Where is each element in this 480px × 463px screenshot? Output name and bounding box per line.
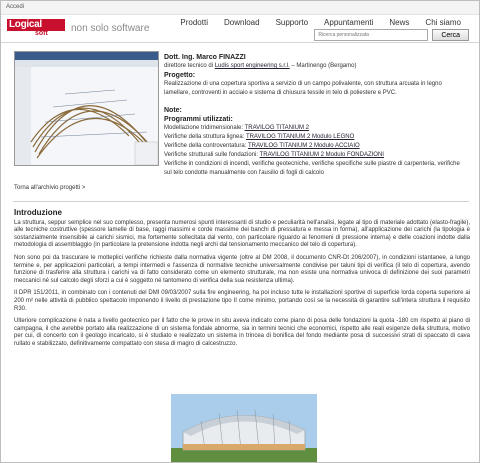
progetto-label: Progetto:	[164, 72, 196, 79]
back-to-archive-link[interactable]: Torna all'archivio progetti >	[14, 185, 86, 191]
nav-item-chi-siamo[interactable]: Chi siamo	[425, 18, 461, 27]
search-row	[314, 29, 469, 41]
search-input[interactable]	[314, 29, 428, 41]
project-info	[164, 53, 469, 178]
program-extra: Verifiche in condizioni di incendi, verifiche geotecniche, verifiche specifiche sulle piastre di carpenteria, verifiche sul telo condotte manualmente con l'ausilio di fogli di calcolo	[164, 161, 460, 176]
intro-section	[14, 209, 470, 354]
program-desc: Verifiche della struttura lignea:	[164, 134, 246, 140]
intro-title: Introduzione	[14, 208, 62, 217]
location: – Martinengo (Bergamo)	[289, 63, 357, 69]
logo-sub: soft	[35, 30, 48, 37]
programmi-label: Programmi utilizzati:	[164, 116, 233, 123]
program-link[interactable]: TRAVILOG TITANIUM 2 Modulo LEGNO	[245, 134, 355, 140]
intro-paragraph: Non sono poi da trascurare le molteplici verifiche richieste dalla normativa vigente (oltre al DM 2008, il documento CNR-Dt 206/2007), in condizioni istantanee, a lungo termine e, per applicazioni particolari, a tempi intermedi e l'assenza di normative tecniche universalmente condivise per taluni tipi di verifica (il telo di copertura, avendo funzione di trasferire alla struttura i carichi va di fatto considerato come un elemento strutturale, ma non esiste una normativa univoca di definizione dei suoi parametri meccanici né sul calcolo degli sforzi a cui è soggetto né tantomeno di verifica della sua resistenza ultima).	[14, 254, 470, 284]
sports-hall-render	[171, 394, 317, 463]
project-hero	[1, 43, 479, 189]
site-header	[1, 15, 479, 43]
role-prefix: direttore tecnico di	[164, 63, 215, 69]
intro-paragraph: Il DPR 151/2011, in combinato con i contenuti del DMI 09/03/2007 sulla fire engineering, ha poi incluso tutte le installazioni sportive di superficie lorda coperta superiore ai 200 m² nelle attività di pubblico spettacolo imponendo il livello di prestazione tipo II come minimo, portando così se la necessità di garantire sull'intera struttura il requisito R30.	[14, 290, 470, 312]
intro-paragraph: Ulteriore complicazione è nata a livello geotecnico per il fatto che le prove in situ aveva indicato come piano di posa delle fondazioni la quota -180 cm rispetto al piano di campagna, il che avrebbe portato alla realizzazione di un sistema fondale abnorme, sia in termini tecnici che economici, rispetto alle reali esigenze della struttura, motivo per cui, di concerto con il geologo incaricato, si è studiato e realizzato un sistema in trincea di bonifica del fondo mediante posa di successivi strati di spaccato di cava rullato e stabilizzato, definitivamente compattato con stesa di magro di calcestruzzo.	[14, 318, 470, 347]
program-row	[164, 151, 469, 160]
company-link[interactable]: Ludis sport engineering s.r.l.	[214, 63, 290, 69]
program-desc: Verifiche strutturali sulle fondazioni:	[164, 152, 260, 158]
author-role	[164, 62, 469, 71]
progetto-text: Realizzazione di una copertura sportiva a servizio di un campo polivalente, con struttura arcuata in legno lamellare, controventi in acciaio e sistema di chiusura tessile in telo di poliestere e PVC.	[164, 81, 442, 96]
program-row	[164, 133, 469, 142]
nav-item-download[interactable]: Download	[223, 18, 260, 27]
structure-model-image	[15, 52, 158, 165]
tagline: non solo software	[71, 23, 150, 34]
nav-item-appuntamenti[interactable]: Appuntamenti	[324, 18, 374, 27]
program-desc: Verifiche della controventatura:	[164, 143, 248, 149]
program-row	[164, 142, 469, 151]
divider	[13, 201, 469, 202]
logo-main: Logical	[7, 19, 65, 31]
building-render-image	[171, 394, 317, 463]
program-link[interactable]: TRAVILOG TITANIUM 2	[244, 125, 309, 131]
login-link[interactable]: Accedi	[6, 4, 25, 10]
logo[interactable]	[7, 19, 67, 37]
main-nav	[172, 17, 469, 29]
program-desc: Modellazione tridimensionale:	[164, 125, 245, 131]
intro-paragraph: La struttura, seppur semplice nel suo complesso, presenta numerosi spunti interessanti di studio e peculiarità nell'analisi, legate al tipo di materiale adottato (elasto-fragile), alle tecniche costruttive (spessore lamelle di base, raggi massimi e corde massime dei banchi di pressatura e messa in forma), all'applicazione dei carichi (la tipologia è sostanzialmente insensibile ai carichi sismici, ma fortemente sollecitata dal vento, con particolare riguardo ai fenomeni di pressione interna) e delle coazioni indotte dalla metodologia di assemblaggio (in particolare la pretensione indotta negli archi dal tensionamento meccanico del telo di copertura).	[14, 219, 470, 249]
nav-item-supporto[interactable]: Supporto	[275, 18, 309, 27]
nav-item-prodotti[interactable]: Prodotti	[180, 18, 208, 27]
author-name: Dott. Ing. Marco FINAZZI	[164, 54, 246, 61]
note-label: Note:	[164, 107, 182, 114]
project-screenshot[interactable]	[14, 51, 159, 166]
program-link[interactable]: TRAVILOG TITANIUM 2 Modulo FONDAZIONI	[259, 152, 384, 158]
program-link[interactable]: TRAVILOG TITANIUM 2 Modulo ACCIAIO	[247, 143, 360, 149]
top-strip	[1, 1, 479, 15]
nav-item-news[interactable]: News	[389, 18, 410, 27]
program-row	[164, 124, 469, 133]
search-button[interactable]: Cerca	[432, 29, 469, 41]
